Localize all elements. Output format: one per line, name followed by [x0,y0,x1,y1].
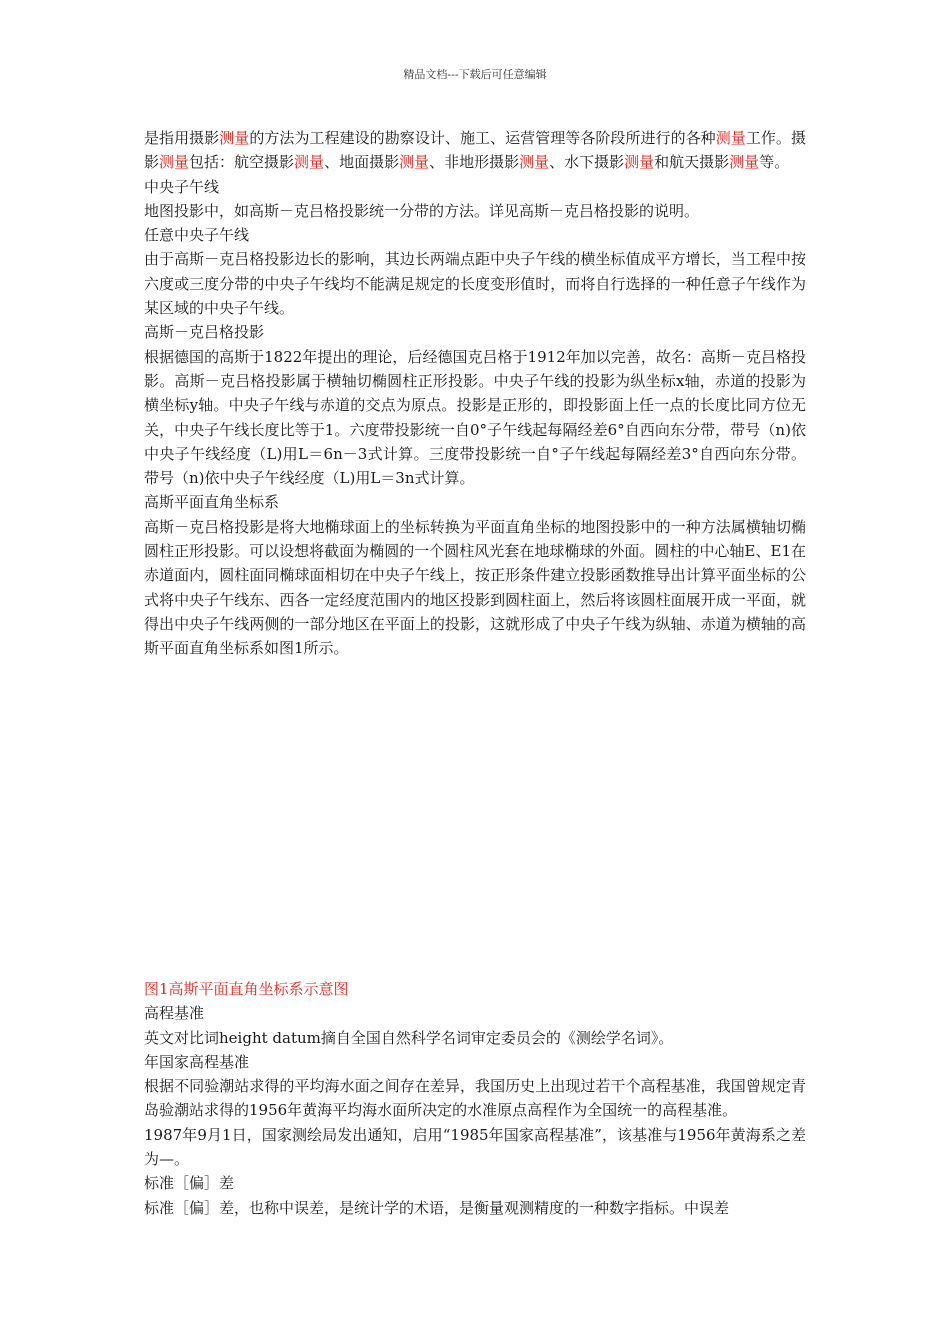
text-run: 、水下摄影 [549,153,625,172]
text-run: 和航天摄影 [654,153,730,172]
highlight-term: 测量 [294,153,325,172]
text-run: 、地面摄影 [324,153,400,172]
text-run: 工作。摄影 [144,129,806,172]
section-body: 高斯－克吕格投影是将大地椭球面上的坐标转换为平面直角坐标的地图投影中的一种方法属横轴切椭圆柱正形投影。可以设想将截面为椭圆的一个圆柱风光套在地球椭球的外面。圆柱的中心轴E、E1在赤道面内，圆柱面同椭球面相切在中央子午线上，按正形条件建立投影函数推导出计算平面坐标的公式将中央子午线东、西各一定经度范围内的地区投影到圆柱面上，然后将该圆柱面展开成一平面，就得出中央子午线两侧的一部分地区在平面上的投影，这就形成了中央子午线为纵轴、赤道为横轴的高斯平面直角坐标系如图1所示。 [144,517,806,658]
highlight-term: 测量 [399,153,430,172]
section-heading: 高程基准 [144,1004,205,1023]
highlight-term: 测量 [715,129,746,147]
document-body-continued [144,977,806,1220]
highlight-term: 测量 [219,129,250,147]
highlight-term: 测量 [624,153,655,172]
section-body: 英文对比词height datum摘自全国自然科学名词审定委员会的《测绘学名词》。 [144,1028,674,1047]
section-heading: 标准［偏］差 [144,1174,235,1193]
section-body: 根据不同验潮站求得的平均海水面之间存在差异，我国历史上出现过若干个高程基准，我国曾规定青岛验潮站求得的1956年黄海平均海水面所决定的水准原点高程作为全国统一的高程基准。 [144,1077,806,1120]
section-body: 由于高斯－克吕格投影边长的影响，其边长两端点距中央子午线的横坐标值成平方增长，当工程中按六度或三度分带的中央子午线均不能满足规定的长度变形值时，而将自行选择的一种任意子午线作为某区域的中央子午线。 [144,250,806,318]
text-run: 等。 [759,153,790,172]
highlight-term: 测量 [729,153,760,172]
text-run: 、非地形摄影 [429,153,520,172]
section-body: 标准［偏］差，也称中误差，是统计学的术语，是衡量观测精度的一种数字指标。中误差 [144,1198,730,1217]
document-body [144,126,806,661]
section-heading: 年国家高程基准 [144,1052,250,1071]
section-heading: 高斯平面直角坐标系 [144,493,280,512]
highlight-term: 测量 [519,153,550,172]
section-heading: 中央子午线 [144,177,220,196]
section-heading: 任意中央子午线 [144,226,250,245]
text-run: 包括：航空摄影 [189,153,295,172]
highlight-term: 测量 [159,153,190,172]
section-heading: 高斯－克吕格投影 [144,323,265,342]
section-body: 1987年9月1日，国家测绘局发出通知，启用“1985年国家高程基准”，该基准与1956年黄海系之差为—。 [144,1125,806,1169]
text-run: 的方法为工程建设的勘察设计、施工、运营管理等各阶段所进行的各种 [249,129,716,147]
text-run: 是指用摄影 [144,129,220,147]
intro-paragraph [144,126,806,175]
section-body: 地图投影中，如高斯－克吕格投影统一分带的方法。详见高斯－克吕格投影的说明。 [144,201,700,220]
page-header: 精品文档---下载后可任意编辑 [403,68,547,81]
section-body: 根据德国的高斯于1822年提出的理论，后经德国克吕格于1912年加以完善，故名：高斯－克吕格投影。高斯－克吕格投影属于横轴切椭圆柱正形投影。中央子午线的投影为纵坐标x轴，赤道的投影为横坐标y轴。中央子午线与赤道的交点为原点。投影是正形的，即投影面上任一点的长度比同方位无关，中央子午线长度比等于1。六度带投影统一自0°子午线起每隔经差6°自西向东分带，带号（n)依中央子午线经度（L)用L＝6n－3式计算。三度带投影统一自°子午线起每隔经差3°自西向东分带。带号（n)依中央子午线经度（L)用L＝3n式计算。 [144,347,806,488]
figure-caption: 图1高斯平面直角坐标系示意图 [144,980,349,998]
